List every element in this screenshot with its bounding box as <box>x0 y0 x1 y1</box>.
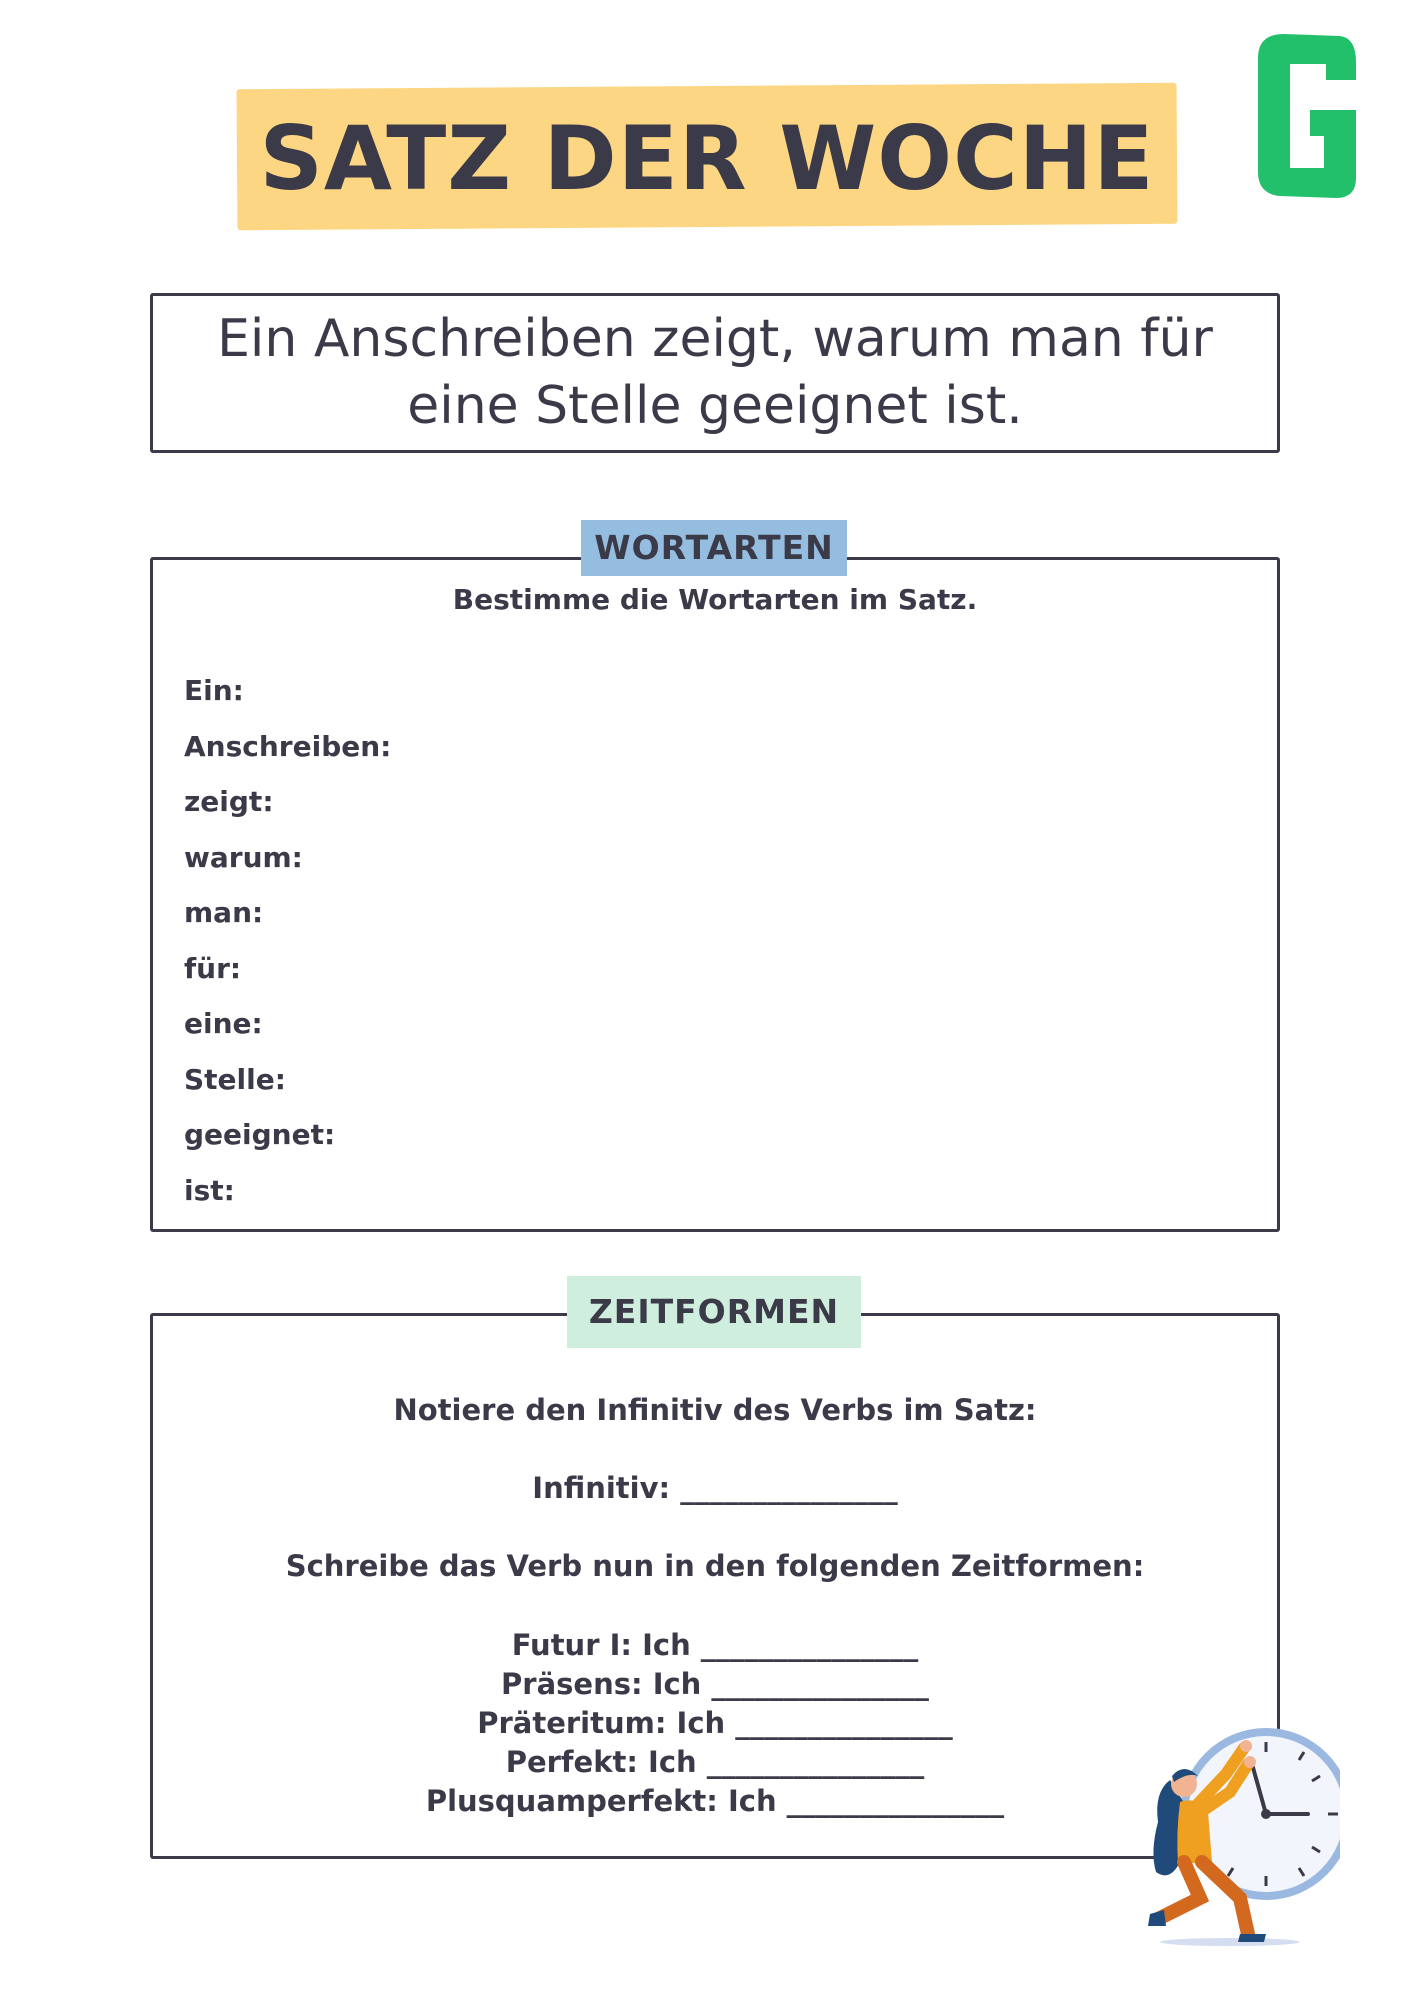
word-item: Stelle: <box>184 1062 286 1096</box>
woman-pushing-clock-icon <box>1140 1722 1340 1950</box>
tense-line: Präsens: Ich _______________ <box>501 1667 929 1701</box>
tense-line: Präteritum: Ich _______________ <box>477 1706 953 1740</box>
word-list <box>184 668 391 1223</box>
tense-line: Perfekt: Ich _______________ <box>505 1745 925 1779</box>
tense-line: Futur I: Ich _______________ <box>511 1628 919 1662</box>
word-item: geeignet: <box>184 1118 336 1151</box>
wortarten-tag: WORTARTEN <box>581 520 847 576</box>
zeitformen-instruction-2: Schreibe das Verb nun in den folgenden Zeitformen: <box>285 1549 1145 1583</box>
word-item: Anschreiben: <box>184 729 392 763</box>
zeitformen-tag: ZEITFORMEN <box>567 1276 861 1348</box>
word-item: warum: <box>184 840 303 874</box>
word-item: zeigt: <box>184 785 274 818</box>
word-item: man: <box>184 896 264 929</box>
logo-g-icon <box>1244 28 1362 202</box>
page-title: SATZ DER WOCHE <box>259 107 1155 210</box>
sentence-box <box>150 293 1280 453</box>
wortarten-instruction: Bestimme die Wortarten im Satz. <box>452 583 978 616</box>
infinitiv-line: Infinitiv: _______________ <box>532 1471 898 1505</box>
word-item: ist: <box>184 1173 235 1207</box>
tense-line: Plusquamperfekt: Ich _______________ <box>425 1784 1005 1818</box>
zeitformen-instruction: Notiere den Infinitiv des Verbs im Satz: <box>393 1393 1037 1427</box>
word-item: eine: <box>184 1007 263 1040</box>
word-item: für: <box>184 951 242 985</box>
sentence-text: Ein Anschreiben zeigt, warum man für eine Stelle geeignet ist. <box>217 309 1213 436</box>
logo-letter: G <box>1303 140 1311 151</box>
word-item: Ein: <box>184 674 244 707</box>
